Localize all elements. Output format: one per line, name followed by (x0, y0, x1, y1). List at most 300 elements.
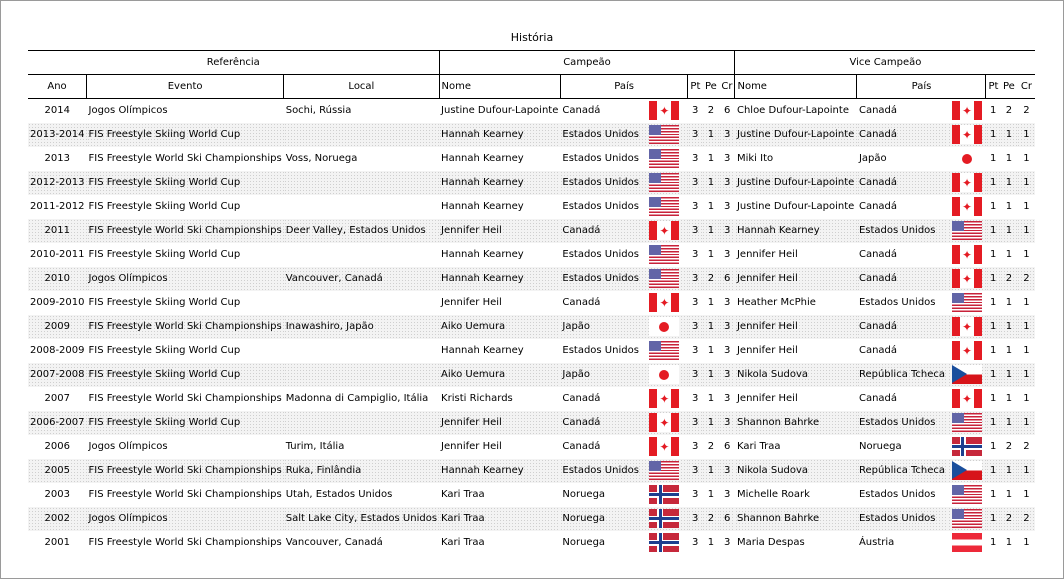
austria-flag-icon (952, 533, 982, 552)
vice-cr-cell: 1 (1023, 489, 1030, 500)
vice-flag-cell (948, 435, 986, 459)
campeao-flag-cell (641, 147, 688, 171)
campeao-nome-cell: Hannah Kearney (441, 345, 524, 356)
evento-cell: FIS Freestyle World Ski Championships (87, 315, 284, 339)
campeao-cr-cell: 3 (723, 249, 731, 260)
vice-cr-cell: 2 (1023, 441, 1030, 452)
campeao-pe-cell: 1 (707, 537, 715, 548)
vice-nome-cell: Jennifer Heil (735, 315, 857, 339)
campeao-pt-cell: 3 (688, 459, 702, 483)
campeao-pe-cell: 1 (702, 219, 719, 243)
vice-flag-cell (948, 147, 986, 171)
vice-cr-cell: 1 (1017, 459, 1035, 483)
vice-cr-cell: 1 (1017, 363, 1035, 387)
vice-nome-cell: Maria Despas (736, 537, 805, 548)
campeao-flag-cell (641, 219, 688, 243)
local-cell: Voss, Noruega (285, 153, 358, 164)
local-cell: Utah, Estados Unidos (285, 489, 393, 500)
vice-flag-cell (948, 459, 986, 483)
vice-pe-cell: 1 (1005, 297, 1013, 308)
group-header-row (28, 51, 1035, 75)
campeao-pe-cell: 1 (707, 297, 715, 308)
vice-pe-cell: 1 (1005, 153, 1013, 164)
norway-flag-icon (649, 485, 679, 504)
norway-flag-icon (649, 533, 679, 552)
table-row (28, 267, 1035, 291)
vice-nome-cell: Shannon Bahrke (735, 411, 857, 435)
campeao-pe-cell: 1 (702, 411, 719, 435)
table-row (28, 195, 1035, 219)
table-row (28, 315, 1035, 339)
local-cell (284, 243, 439, 267)
campeao-pais-cell: Canadá (562, 393, 601, 404)
ano-cell: 2014 (44, 105, 70, 117)
campeao-pe-cell: 2 (702, 267, 719, 291)
vice-flag-cell (948, 363, 986, 387)
campeao-cr-cell: 3 (719, 363, 735, 387)
vice-pe-cell: 1 (1000, 411, 1017, 435)
campeao-pt-cell: 3 (688, 411, 702, 435)
ano-cell: 2011 (28, 219, 87, 243)
campeao-nome-cell: Jennifer Heil (441, 441, 502, 452)
vice-flag-cell (948, 507, 986, 531)
ano-cell: 2006-2007 (28, 411, 87, 435)
canada-flag-icon: ✦ (952, 173, 982, 192)
vice-cr-cell: 2 (1017, 507, 1035, 531)
campeao-nome-cell: Justine Dufour-Lapointe (441, 105, 559, 117)
usa-flag-icon (952, 413, 982, 432)
campeao-cr-cell: 3 (719, 315, 735, 339)
evento-cell: FIS Freestyle World Ski Championships (88, 153, 282, 164)
col-header-vice-cr: Cr (1017, 75, 1035, 99)
campeao-pt-cell: 3 (691, 297, 699, 308)
campeao-cr-cell: 6 (719, 507, 735, 531)
campeao-pt-cell: 3 (688, 267, 702, 291)
canada-flag-icon: ✦ (952, 197, 982, 216)
vice-nome-cell: Jennifer Heil (736, 393, 798, 404)
vice-pe-cell: 1 (1005, 537, 1013, 548)
norway-flag-icon (952, 437, 982, 456)
vice-cr-cell: 1 (1017, 411, 1035, 435)
campeao-cr-cell: 3 (723, 297, 731, 308)
campeao-cr-cell: 3 (719, 123, 735, 147)
evento-cell: FIS Freestyle Skiing World Cup (87, 171, 284, 195)
campeao-pais-cell: Estados Unidos (560, 459, 641, 483)
ano-cell: 2008-2009 (30, 345, 85, 356)
col-header-vice-pais: País (857, 75, 986, 99)
campeao-flag-cell (641, 507, 688, 531)
canada-flag-icon: ✦ (952, 389, 982, 408)
vice-pe-cell: 1 (1000, 219, 1017, 243)
japan-flag-icon (649, 317, 679, 336)
campeao-pt-cell: 3 (691, 489, 699, 500)
vice-flag-cell (948, 123, 986, 147)
ano-cell: 2011-2012 (30, 201, 85, 212)
campeao-nome-cell: Kristi Richards (441, 393, 513, 404)
ano-cell: 2009-2010 (30, 297, 85, 308)
campeao-pais-cell: Estados Unidos (562, 153, 639, 164)
vice-pe-cell: 1 (1005, 393, 1013, 404)
vice-flag-cell (948, 483, 986, 507)
evento-cell: FIS Freestyle Skiing World Cup (88, 249, 241, 260)
evento-cell: Jogos Olímpicos (87, 507, 284, 531)
vice-nome-cell: Justine Dufour-Lapointe (735, 171, 857, 195)
vice-pais-cell: Áustria (858, 537, 895, 548)
campeao-pt-cell: 3 (691, 249, 699, 260)
vice-cr-cell: 1 (1023, 201, 1030, 212)
vice-nome-cell: Chloe Dufour-Lapointe (736, 105, 849, 117)
campeao-flag-cell (641, 291, 688, 315)
vice-pe-cell: 2 (1000, 507, 1017, 531)
czech-flag-icon (952, 461, 982, 480)
vice-nome-cell: Kari Traa (736, 441, 781, 452)
vice-flag-cell (948, 171, 986, 195)
vice-pt-cell: 1 (990, 201, 997, 212)
vice-pais-cell: Canadá (857, 123, 948, 147)
vice-pais-cell: República Tcheca (857, 459, 948, 483)
table-row (28, 243, 1035, 267)
vice-cr-cell: 1 (1023, 345, 1030, 356)
vice-pt-cell: 1 (986, 459, 1000, 483)
campeao-pais-cell: Estados Unidos (562, 201, 639, 212)
campeao-pt-cell: 3 (691, 441, 699, 452)
vice-nome-cell: Jennifer Heil (735, 267, 857, 291)
canada-flag-icon: ✦ (649, 413, 679, 432)
usa-flag-icon (649, 341, 679, 360)
table-row (28, 459, 1035, 483)
vice-flag-cell (948, 411, 986, 435)
table-row (28, 387, 1035, 411)
vice-cr-cell: 2 (1023, 105, 1030, 117)
vice-pais-cell: Estados Unidos (858, 297, 936, 308)
table-row (28, 123, 1035, 147)
japan-flag-icon (649, 365, 679, 384)
vice-pe-cell: 2 (1000, 267, 1017, 291)
col-header-campeao-pt: Pt (688, 75, 702, 99)
campeao-pais-cell: Estados Unidos (560, 171, 641, 195)
canada-flag-icon: ✦ (952, 269, 982, 288)
col-header-ano: Ano (28, 75, 87, 99)
campeao-pais-cell: Japão (560, 315, 641, 339)
czech-flag-icon (952, 365, 982, 384)
campeao-cr-cell: 3 (723, 345, 731, 356)
vice-pais-cell: Canadá (858, 393, 898, 404)
table-row (28, 219, 1035, 243)
ano-cell: 2013 (44, 153, 70, 164)
local-cell: Sochi, Rússia (285, 105, 352, 117)
vice-pais-cell: Canadá (858, 105, 898, 117)
campeao-flag-cell (641, 387, 688, 411)
campeao-nome-cell: Kari Traa (441, 537, 485, 548)
vice-nome-cell: Michelle Roark (736, 489, 810, 500)
usa-flag-icon (649, 245, 679, 264)
evento-cell: FIS Freestyle World Ski Championships (87, 459, 284, 483)
vice-cr-cell: 1 (1023, 249, 1030, 260)
campeao-pe-cell: 1 (702, 315, 719, 339)
ano-cell: 2009 (28, 315, 87, 339)
vice-flag-cell (948, 387, 986, 411)
local-cell: Madonna di Campiglio, Itália (285, 393, 429, 404)
table-row (28, 339, 1035, 363)
campeao-cr-cell: 3 (719, 411, 735, 435)
vice-pe-cell: 2 (1005, 441, 1013, 452)
local-cell (284, 291, 439, 315)
campeao-flag-cell (641, 411, 688, 435)
vice-nome-cell: Nikola Sudova (735, 363, 857, 387)
evento-cell: FIS Freestyle Skiing World Cup (87, 123, 284, 147)
campeao-nome-cell: Hannah Kearney (439, 171, 560, 195)
vice-pt-cell: 1 (990, 345, 997, 356)
vice-pt-cell: 1 (990, 441, 997, 452)
campeao-pe-cell: 1 (702, 171, 719, 195)
vice-pe-cell: 1 (1000, 363, 1017, 387)
vice-flag-cell (948, 267, 986, 291)
usa-flag-icon (649, 173, 679, 192)
ano-cell: 2007-2008 (28, 363, 87, 387)
table-row (28, 363, 1035, 387)
vice-pt-cell: 1 (986, 123, 1000, 147)
vice-pais-cell: Estados Unidos (858, 489, 936, 500)
campeao-pe-cell: 1 (707, 249, 715, 260)
norway-flag-icon (649, 509, 679, 528)
vice-flag-cell (948, 99, 986, 123)
campeao-cr-cell: 6 (723, 105, 731, 117)
ano-cell: 2010 (28, 267, 87, 291)
local-cell (284, 195, 439, 219)
local-cell: Vancouver, Canadá (284, 267, 439, 291)
local-cell (284, 171, 439, 195)
campeao-pais-cell: Estados Unidos (562, 345, 639, 356)
campeao-pais-cell: Noruega (560, 507, 641, 531)
vice-nome-cell: Shannon Bahrke (735, 507, 857, 531)
campeao-nome-cell: Jennifer Heil (439, 411, 560, 435)
usa-flag-icon (649, 461, 679, 480)
vice-pt-cell: 1 (990, 153, 997, 164)
vice-cr-cell: 1 (1017, 315, 1035, 339)
campeao-pais-cell: Estados Unidos (562, 249, 639, 260)
campeao-flag-cell (641, 267, 688, 291)
vice-nome-cell: Jennifer Heil (736, 345, 798, 356)
col-header-campeao-cr: Cr (719, 75, 735, 99)
vice-pe-cell: 2 (1005, 105, 1013, 117)
campeao-pt-cell: 3 (691, 393, 699, 404)
vice-pais-cell: Canadá (858, 345, 898, 356)
evento-cell: FIS Freestyle Skiing World Cup (88, 345, 241, 356)
campeao-pe-cell: 2 (707, 105, 715, 117)
evento-cell: FIS Freestyle Skiing World Cup (87, 363, 284, 387)
ano-cell: 2012-2013 (28, 171, 87, 195)
vice-flag-cell (948, 195, 986, 219)
local-cell (284, 123, 439, 147)
usa-flag-icon (952, 509, 982, 528)
ano-cell: 2007 (44, 393, 70, 404)
vice-pt-cell: 1 (986, 219, 1000, 243)
campeao-pt-cell: 3 (688, 123, 702, 147)
campeao-pt-cell: 3 (691, 537, 699, 548)
evento-cell: FIS Freestyle World Ski Championships (88, 393, 282, 404)
vice-pais-cell: República Tcheca (857, 363, 948, 387)
usa-flag-icon (649, 197, 679, 216)
campeao-cr-cell: 3 (723, 489, 731, 500)
col-header-local: Local (284, 75, 439, 99)
vice-pe-cell: 1 (1005, 489, 1013, 500)
vice-pt-cell: 1 (986, 315, 1000, 339)
ano-cell: 2010-2011 (30, 249, 85, 260)
vice-pt-cell: 1 (990, 489, 997, 500)
vice-pais-cell: Canadá (858, 249, 898, 260)
campeao-flag-cell (641, 315, 688, 339)
group-header-referencia: Referência (28, 51, 439, 75)
table-row (28, 147, 1035, 171)
ano-cell: 2013-2014 (28, 123, 87, 147)
table-row (28, 99, 1035, 123)
campeao-flag-cell (641, 435, 688, 459)
campeao-pais-cell: Estados Unidos (560, 123, 641, 147)
vice-nome-cell: Hannah Kearney (735, 219, 857, 243)
campeao-pais-cell: Estados Unidos (560, 267, 641, 291)
campeao-nome-cell: Hannah Kearney (439, 459, 560, 483)
campeao-cr-cell: 3 (719, 171, 735, 195)
campeao-cr-cell: 3 (723, 201, 731, 212)
table-row (28, 531, 1035, 555)
campeao-nome-cell: Hannah Kearney (439, 123, 560, 147)
evento-cell: Jogos Olímpicos (88, 105, 168, 117)
vice-pt-cell: 1 (990, 105, 997, 117)
vice-flag-cell (948, 291, 986, 315)
campeao-pais-cell: Canadá (560, 411, 641, 435)
campeao-flag-cell (641, 171, 688, 195)
vice-pe-cell: 1 (1000, 459, 1017, 483)
vice-flag-cell (948, 339, 986, 363)
campeao-pe-cell: 1 (702, 123, 719, 147)
campeao-pt-cell: 3 (691, 105, 699, 117)
campeao-pe-cell: 1 (707, 201, 715, 212)
usa-flag-icon (649, 125, 679, 144)
vice-flag-cell (948, 243, 986, 267)
campeao-nome-cell: Hannah Kearney (441, 201, 524, 212)
col-header-campeao-pe: Pe (702, 75, 719, 99)
table-row (28, 507, 1035, 531)
ano-cell: 2003 (44, 489, 70, 500)
campeao-flag-cell (641, 99, 688, 123)
campeao-pe-cell: 1 (707, 489, 715, 500)
campeao-pt-cell: 3 (691, 345, 699, 356)
campeao-pe-cell: 1 (707, 345, 715, 356)
campeao-pe-cell: 2 (707, 441, 715, 452)
campeao-pt-cell: 3 (688, 507, 702, 531)
vice-pais-cell: Canadá (857, 171, 948, 195)
vice-pt-cell: 1 (990, 249, 997, 260)
vice-pt-cell: 1 (990, 297, 997, 308)
vice-pais-cell: Japão (858, 153, 887, 164)
history-table (28, 50, 1035, 555)
col-header-campeao-nome: Nome (439, 75, 560, 99)
table-row (28, 411, 1035, 435)
local-cell: Salt Lake City, Estados Unidos (284, 507, 439, 531)
vice-pe-cell: 1 (1000, 315, 1017, 339)
canada-flag-icon: ✦ (952, 125, 982, 144)
vice-cr-cell: 1 (1017, 219, 1035, 243)
campeao-nome-cell: Aiko Uemura (439, 363, 560, 387)
table-row (28, 483, 1035, 507)
column-header-row (28, 75, 1035, 99)
canada-flag-icon: ✦ (952, 317, 982, 336)
campeao-nome-cell: Kari Traa (439, 507, 560, 531)
campeao-pais-cell: Japão (560, 363, 641, 387)
ano-cell: 2006 (44, 441, 70, 452)
campeao-flag-cell (641, 363, 688, 387)
campeao-flag-cell (641, 195, 688, 219)
table-row (28, 435, 1035, 459)
vice-pais-cell: Canadá (858, 201, 898, 212)
canada-flag-icon: ✦ (649, 221, 679, 240)
campeao-nome-cell: Hannah Kearney (441, 249, 524, 260)
vice-pt-cell: 1 (990, 537, 997, 548)
group-header-campeao: Campeão (439, 51, 735, 75)
campeao-nome-cell: Hannah Kearney (441, 153, 524, 164)
vice-pe-cell: 1 (1005, 201, 1013, 212)
vice-pe-cell: 1 (1005, 249, 1013, 260)
campeao-cr-cell: 6 (723, 441, 731, 452)
campeao-nome-cell: Jennifer Heil (441, 297, 502, 308)
campeao-pais-cell: Canadá (562, 297, 601, 308)
campeao-flag-cell (641, 123, 688, 147)
vice-cr-cell: 1 (1023, 537, 1030, 548)
local-cell: Ruka, Finlândia (284, 459, 439, 483)
vice-pais-cell: Canadá (857, 267, 948, 291)
usa-flag-icon (649, 269, 679, 288)
campeao-pais-cell: Noruega (562, 537, 606, 548)
vice-pais-cell: Estados Unidos (857, 411, 948, 435)
vice-pais-cell: Estados Unidos (857, 219, 948, 243)
usa-flag-icon (952, 221, 982, 240)
vice-pt-cell: 1 (990, 393, 997, 404)
vice-cr-cell: 1 (1023, 297, 1030, 308)
campeao-pt-cell: 3 (688, 171, 702, 195)
campeao-cr-cell: 3 (723, 537, 731, 548)
local-cell: Inawashiro, Japão (284, 315, 439, 339)
usa-flag-icon (952, 293, 982, 312)
canada-flag-icon: ✦ (952, 341, 982, 360)
local-cell: Vancouver, Canadá (285, 537, 383, 548)
campeao-pais-cell: Canadá (562, 105, 601, 117)
campeao-nome-cell: Hannah Kearney (439, 267, 560, 291)
campeao-pt-cell: 3 (691, 153, 699, 164)
campeao-nome-cell: Kari Traa (441, 489, 485, 500)
vice-pt-cell: 1 (986, 507, 1000, 531)
vice-nome-cell: Heather McPhie (736, 297, 816, 308)
vice-pais-cell: Noruega (858, 441, 902, 452)
canada-flag-icon: ✦ (649, 293, 679, 312)
vice-pe-cell: 1 (1005, 345, 1013, 356)
vice-cr-cell: 2 (1017, 267, 1035, 291)
vice-nome-cell: Nikola Sudova (735, 459, 857, 483)
evento-cell: FIS Freestyle Skiing World Cup (88, 201, 241, 212)
evento-cell: FIS Freestyle Skiing World Cup (87, 411, 284, 435)
local-cell (284, 339, 439, 363)
vice-cr-cell: 1 (1017, 123, 1035, 147)
col-header-campeao-pais: País (560, 75, 688, 99)
campeao-pt-cell: 3 (688, 363, 702, 387)
col-header-vice-pe: Pe (1000, 75, 1017, 99)
evento-cell: Jogos Olímpicos (88, 441, 168, 452)
usa-flag-icon (952, 485, 982, 504)
vice-nome-cell: Miki Ito (736, 153, 774, 164)
local-cell: Turim, Itália (285, 441, 345, 452)
vice-pt-cell: 1 (986, 171, 1000, 195)
page-title: História (510, 31, 554, 44)
campeao-cr-cell: 6 (719, 267, 735, 291)
